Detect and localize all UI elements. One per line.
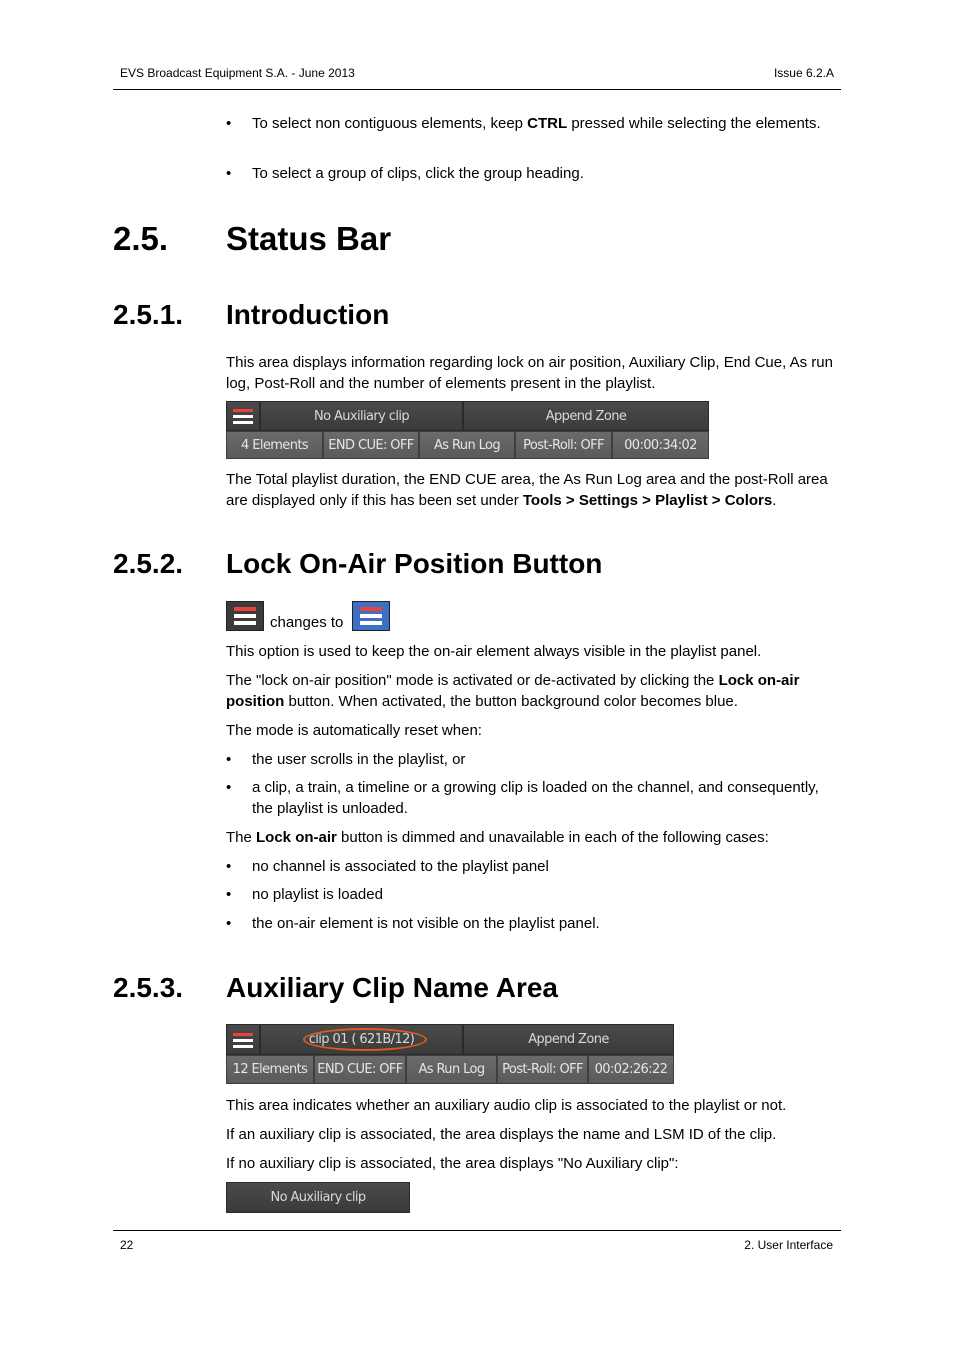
lock-paragraph-2: The "lock on-air position" mode is activated or de-activated by clicking the Lock on-air position button. When activated, the button background color becomes blue.	[226, 672, 800, 710]
reset-bullet: a clip, a train, a timeline or a growing clip is loaded on the channel, and consequently, the playlist is unloaded.	[252, 779, 819, 817]
elements-count: 4 Elements	[226, 431, 323, 459]
header-rule	[113, 89, 841, 90]
auxiliary-clip-area[interactable]: clip 01 ( 621B/12)	[260, 1024, 463, 1055]
dim-bullet: no channel is associated to the playlist panel	[252, 858, 549, 875]
aux-paragraph-2: If an auxiliary clip is associated, the area displays the name and LSM ID of the clip.	[226, 1126, 777, 1143]
subsection-title: Auxiliary Clip Name Area	[226, 972, 558, 1003]
bullet-group: To select a group of clips, click the group heading.	[252, 165, 584, 182]
append-zone[interactable]: Append Zone	[463, 1024, 674, 1055]
auxiliary-clip-area[interactable]: No Auxiliary clip	[260, 401, 463, 431]
playlist-duration: 00:00:34:02	[612, 431, 709, 459]
append-zone[interactable]: Append Zone	[463, 401, 709, 431]
lock-on-air-button[interactable]	[226, 1024, 260, 1055]
subsection-title: Lock On-Air Position Button	[226, 548, 603, 579]
settings-paragraph: The Total playlist duration, the END CUE area, the As Run Log area and the post-Roll area are displayed only if this has been set under Tools > Settings > Playlist > Colors.	[226, 471, 828, 509]
header-left: EVS Broadcast Equipment S.A. - June 2013	[120, 66, 355, 80]
post-roll-area[interactable]: Post-Roll: OFF	[497, 1055, 588, 1084]
aux-paragraph-1: This area indicates whether an auxiliary audio clip is associated to the playlist or not.	[226, 1097, 787, 1114]
aux-paragraph-3: If no auxiliary clip is associated, the area displays "No Auxiliary clip":	[226, 1155, 679, 1172]
lock-on-air-button[interactable]	[226, 401, 260, 431]
bullet-marker: •	[226, 779, 232, 796]
highlight-oval	[303, 1028, 427, 1051]
footer-rule	[113, 1230, 841, 1231]
reset-bullet: the user scrolls in the playlist, or	[252, 751, 466, 768]
bullet-marker: •	[226, 915, 232, 932]
elements-count: 12 Elements	[226, 1055, 314, 1084]
subsection-number: 2.5.2.	[113, 548, 184, 579]
lock-icon-active	[352, 601, 390, 631]
auxiliary-clip-area[interactable]: No Auxiliary clip	[226, 1182, 410, 1213]
dim-bullet: no playlist is loaded	[252, 886, 383, 903]
status-bar-example-aux	[226, 1024, 674, 1084]
lock-icon	[232, 405, 254, 427]
bullet-marker: •	[226, 115, 232, 132]
subsection-number: 2.5.3.	[113, 972, 184, 1003]
lock-icon-inactive	[226, 601, 264, 631]
lock-icon	[232, 1029, 254, 1051]
playlist-duration: 00:02:26:22	[588, 1055, 674, 1084]
dim-bullet: the on-air element is not visible on the playlist panel.	[252, 915, 600, 932]
changes-to-label: changes to	[270, 614, 344, 631]
end-cue-area[interactable]: END CUE: OFF	[323, 431, 419, 459]
bullet-marker: •	[226, 886, 232, 903]
lock-paragraph-4: The Lock on-air button is dimmed and unavailable in each of the following cases:	[226, 829, 769, 846]
bullet-marker: •	[226, 165, 232, 182]
subsection-title: Introduction	[226, 299, 390, 330]
no-aux-clip-example	[226, 1182, 410, 1213]
lock-paragraph-3: The mode is automatically reset when:	[226, 722, 482, 739]
header-right: Issue 6.2.A	[773, 66, 834, 80]
as-run-log-area[interactable]: As Run Log	[419, 431, 515, 459]
post-roll-area[interactable]: Post-Roll: OFF	[515, 431, 612, 459]
as-run-log-area[interactable]: As Run Log	[406, 1055, 497, 1084]
bullet-marker: •	[226, 858, 232, 875]
page-number: 22	[120, 1238, 134, 1252]
section-title: Status Bar	[226, 220, 392, 257]
end-cue-area[interactable]: END CUE: OFF	[314, 1055, 406, 1084]
bullet-ctrl: To select non contiguous elements, keep CTRL pressed while selecting the elements.	[252, 115, 821, 132]
bullet-marker: •	[226, 751, 232, 768]
chapter-name: 2. User Interface	[744, 1238, 833, 1252]
status-bar-example	[226, 401, 709, 459]
intro-paragraph: This area displays information regarding lock on air position, Auxiliary Clip, End Cue, As run log, Post-Roll and the number of elements present in the playlist.	[226, 354, 833, 392]
lock-paragraph-1: This option is used to keep the on-air element always visible in the playlist panel.	[226, 643, 762, 660]
section-number: 2.5.	[113, 220, 169, 257]
subsection-number: 2.5.1.	[113, 299, 184, 330]
